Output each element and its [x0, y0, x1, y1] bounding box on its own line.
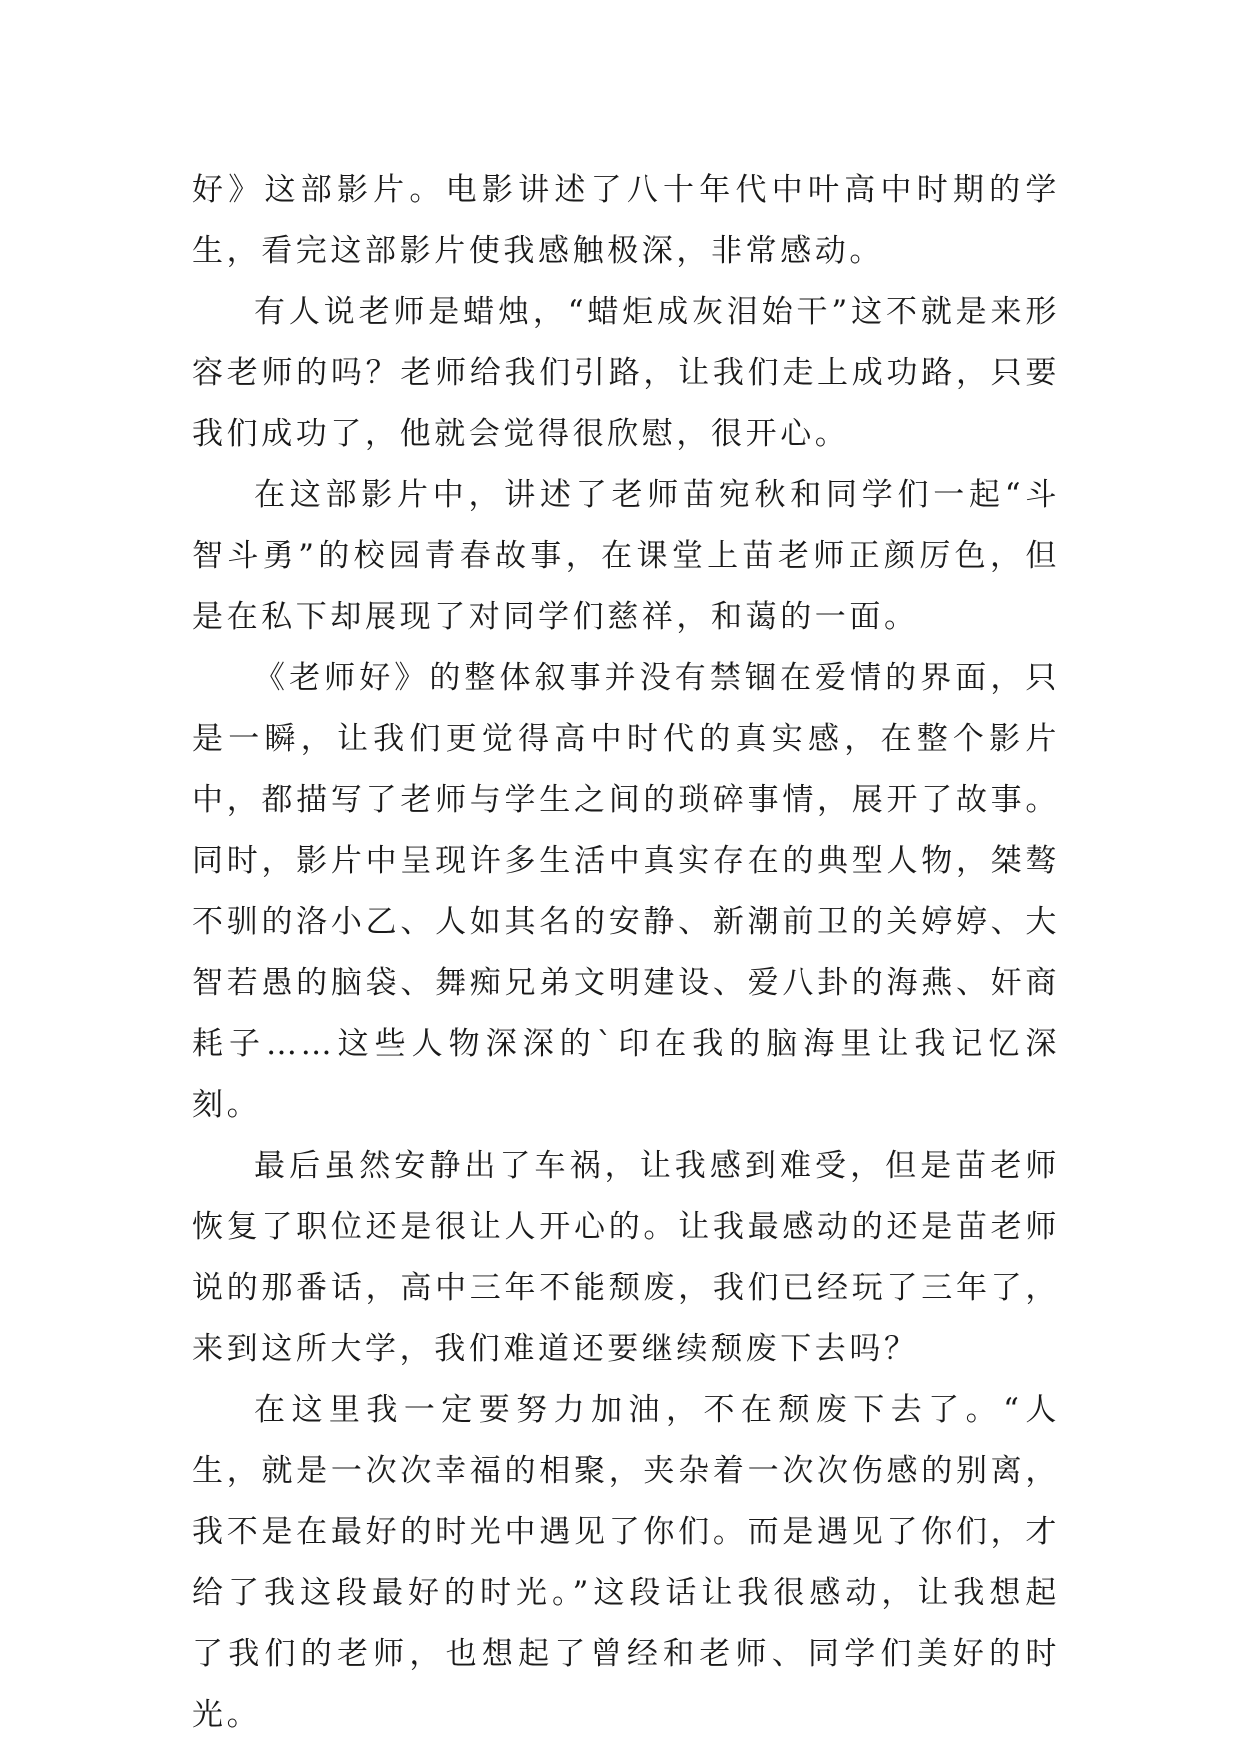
paragraph: 有人说老师是蜡烛，“蜡炬成灰泪始干”这不就是来形容老师的吗？老师给我们引路，让我们走上成功路，只要我们成功了，他就会觉得很欣慰，很开心。 — [192, 294, 1060, 452]
document-body — [192, 160, 1060, 1746]
paragraph: 在这里我一定要努力加油，不在颓废下去了。“人生，就是一次次幸福的相聚，夹杂着一次次伤感的别离，我不是在最好的时光中遇见了你们。而是遇见了你们，才给了我这段最好的时光。”这段话让我很感动，让我想起了我们的老师，也想起了曾经和老师、同学们美好的时光。 — [192, 1392, 1060, 1733]
paragraph: 最后虽然安静出了车祸，让我感到难受，但是苗老师恢复了职位还是很让人开心的。让我最感动的还是苗老师说的那番话，高中三年不能颓废，我们已经玩了三年了，来到这所大学，我们难道还要继续颓废下去吗？ — [192, 1148, 1060, 1367]
paragraph: 在这部影片中，讲述了老师苗宛秋和同学们一起“斗智斗勇”的校园青春故事，在课堂上苗老师正颜厉色，但是在私下却展现了对同学们慈祥，和蔼的一面。 — [192, 477, 1060, 635]
paragraph-continuation: 好》这部影片。电影讲述了八十年代中叶高中时期的学生，看完这部影片使我感触极深，非常感动。 — [192, 172, 1060, 269]
paragraph: 《老师好》的整体叙事并没有禁锢在爱情的界面，只是一瞬，让我们更觉得高中时代的真实感，在整个影片中，都描写了老师与学生之间的琐碎事情，展开了故事。同时，影片中呈现许多生活中真实存在的典型人物，桀骜不驯的洛小乙、人如其名的安静、新潮前卫的关婷婷、大智若愚的脑袋、舞痴兄弟文明建设、爱八卦的海燕、奸商耗子……这些人物深深的`印在我的脑海里让我记忆深刻。 — [192, 660, 1060, 1123]
